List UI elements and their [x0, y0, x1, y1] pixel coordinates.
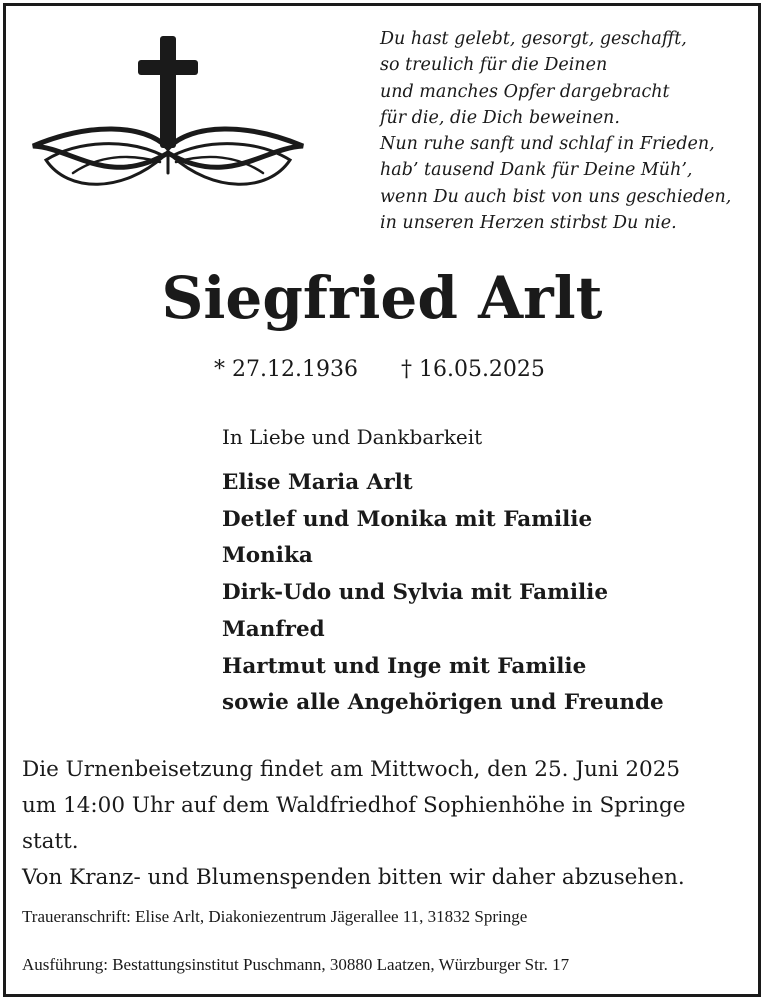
- intro-text: In Liebe und Dankbarkeit: [222, 425, 483, 449]
- cross-with-open-book-icon: [28, 28, 318, 228]
- poem-line: und manches Opfer dargebracht: [380, 81, 670, 102]
- mourner: sowie alle Angehörigen und Freunde: [222, 690, 664, 716]
- notice-line: um 14:00 Uhr auf dem Waldfriedhof Sophienhöhe in Springe: [22, 793, 686, 818]
- deceased-name: Siegfried Arlt: [161, 264, 603, 332]
- mourners-list: [222, 465, 664, 722]
- mourning-address: Traueranschrift: Elise Arlt, Diakoniezentrum Jägerallee 11, 31832 Springe: [22, 907, 528, 926]
- birth-date: * 27.12.1936: [214, 357, 358, 382]
- life-dates: [214, 357, 545, 382]
- poem: [380, 26, 750, 236]
- mourner: Monika: [222, 543, 313, 569]
- poem-line: Du hast gelebt, gesorgt, geschafft,: [380, 29, 687, 49]
- poem-line: so treulich für die Deinen: [380, 55, 608, 76]
- mourner: Manfred: [222, 616, 325, 642]
- notice-line: Die Urnenbeisetzung findet am Mittwoch, den 25. Juni 2025: [22, 757, 681, 782]
- poem-line: wenn Du auch bist von uns geschieden,: [380, 186, 732, 207]
- mourner: Hartmut und Inge mit Familie: [222, 653, 587, 679]
- notice-line: Von Kranz- und Blumenspenden bitten wir daher abzusehen.: [22, 865, 685, 890]
- notice-line: statt.: [22, 829, 79, 854]
- poem-line: für die, die Dich beweinen.: [380, 107, 620, 128]
- mourner: Dirk-Udo und Sylvia mit Familie: [222, 580, 609, 606]
- mourner: Detlef und Monika mit Familie: [222, 506, 593, 532]
- poem-line: hab’ tausend Dank für Deine Müh’,: [380, 160, 693, 181]
- poem-line: in unseren Herzen stirbst Du nie.: [380, 213, 677, 234]
- poem-line: Nun ruhe sanft und schlaf in Frieden,: [380, 134, 715, 155]
- burial-notice: [22, 752, 752, 896]
- death-date: † 16.05.2025: [400, 357, 545, 382]
- funeral-home: Ausführung: Bestattungsinstitut Puschmann, 30880 Laatzen, Würzburger Str. 17: [22, 955, 570, 974]
- mourner: Elise Maria Arlt: [222, 470, 413, 495]
